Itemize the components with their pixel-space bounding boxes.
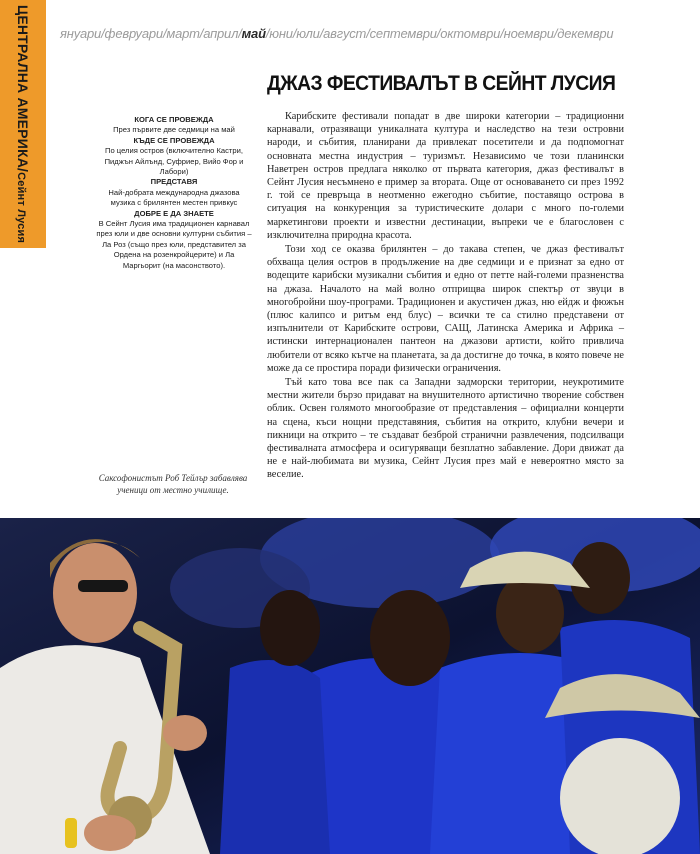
section-place: Сейнт Лусия	[15, 172, 27, 244]
section-tab	[0, 0, 46, 248]
month-separator: /	[436, 26, 441, 41]
month-separator: /	[292, 26, 297, 41]
photo-caption: Саксофонистът Роб Тейлър забавлява ученици от местно училище.	[98, 473, 248, 495]
month-10[interactable]: октомври	[440, 26, 501, 41]
month-6[interactable]: юни	[269, 26, 293, 41]
info-text: В Сейнт Лусия има традиционен карнавал през юли и две основни културни събития – Ла Роз (също през юли, представител за Ордена на розенкройцерите) и Ла Маргьорит (на масонството).	[96, 219, 252, 270]
info-section	[96, 136, 252, 178]
month-separator: /	[162, 26, 167, 41]
month-separator: /	[366, 26, 370, 41]
month-12[interactable]: декември	[557, 26, 614, 41]
month-2[interactable]: февруари	[104, 26, 163, 41]
paragraph: Този ход се оказва брилянтен – до такава степен, че джаз фестивалът обхваща целия остров в продължение на две седмици и е признат за едно от водещите карибски музикални събития и едно от петте най-големи празненства на джаза. Началото на май волно отприщва широк спектър от звуци в многобройни шоу-програми. Традиционен и акустичен джаз, ню ейдж и фюжън (плюс калипсо и ритъм енд блус) – всички те са стилно представени от изпълнители от Карибските острови, САЩ, Латинска Америка и Африка – истински интернационален пантеон на джазови артисти, който привлича любители от всяко кътче на планетата, за да достигне до точка, в която повече не може да се простира поради физически ограничения.	[267, 244, 624, 374]
month-7[interactable]: юли	[296, 26, 320, 41]
info-text: По целия остров (включително Кастри, Пиджън Айлънд, Суфриер, Вийо Фор и Лабори)	[104, 146, 244, 177]
month-separator: /	[553, 26, 558, 41]
month-5[interactable]: май	[241, 26, 266, 41]
month-11[interactable]: ноември	[503, 26, 554, 41]
month-separator: /	[265, 26, 270, 41]
info-text: През първите две седмици на май	[113, 125, 235, 135]
info-section	[96, 177, 252, 208]
month-4[interactable]: април	[203, 26, 239, 41]
section-region: ЦЕНТРАЛНА АМЕРИКА/	[15, 4, 31, 173]
article-body	[267, 110, 624, 483]
month-separator: /	[238, 26, 242, 41]
info-box	[96, 115, 252, 271]
month-separator: /	[500, 26, 504, 41]
month-3[interactable]: март	[166, 26, 200, 41]
info-section	[96, 209, 252, 271]
paragraph: Карибските фестивали попадат в две широки категории – традиционни карнавали, отразяващи уникалната култура и наследство на тези островни народи, и събития, планирани да привлекат посетители и да подпомогнат основната местна индустрия – туризмът. Независимо че този планински Наветрен остров предлага няколко от първата категория, джаз фестивалът в Сейнт Лусия несъмнено е пример за втората. Още от основаването си през 1992 г. той се превръща в неотменно ежегодно събитие, поставящо острова в ситуация на конкуренция за туристическите долари с много по-големи маркетингови проекти и известни дестинации, въпреки че е благословен с изключителна природна красота.	[267, 111, 624, 241]
info-text: Най-добрата международна джазова музика с брилянтен местен привкус	[108, 187, 240, 208]
months-nav	[60, 26, 686, 41]
info-section	[96, 115, 252, 136]
info-heading: КОГА СЕ ПРОВЕЖДА	[134, 115, 214, 124]
month-1[interactable]: януари	[60, 26, 102, 41]
info-heading: КЪДЕ СЕ ПРОВЕЖДА	[133, 135, 215, 145]
month-separator: /	[199, 26, 204, 41]
festival-photo	[0, 518, 700, 854]
article-title: ДЖАЗ ФЕСТИВАЛЪТ В СЕЙНТ ЛУСИЯ	[267, 72, 616, 95]
section-tab-label	[15, 5, 31, 243]
month-8[interactable]: август	[323, 26, 367, 41]
info-heading: ПРЕДСТАВЯ	[150, 177, 198, 187]
info-heading: ДОБРЕ Е ДА ЗНАЕТЕ	[134, 208, 214, 218]
paragraph: Тъй като това все пак са Западни задморски територии, неукротимите местни жители бързо придават на внушителното артистично творение собствен облик. Освен голямото многообразие от представления – официални концерти на сцена, къси нощни представяния, събития на открито, клубни вечери и пикници на открито – те създават безброй странични развлечения, подсилващи фестивалната атмосфера и осигуряващи безплатно забавление. Дори движат да не е най-любимата ви музика, Сейнт Лусия през май е невероятно място за веселие.	[267, 377, 624, 481]
festival-photo-illustration	[0, 518, 700, 854]
month-separator: /	[319, 26, 324, 41]
month-separator: /	[101, 26, 105, 41]
month-9[interactable]: септември	[369, 26, 437, 41]
